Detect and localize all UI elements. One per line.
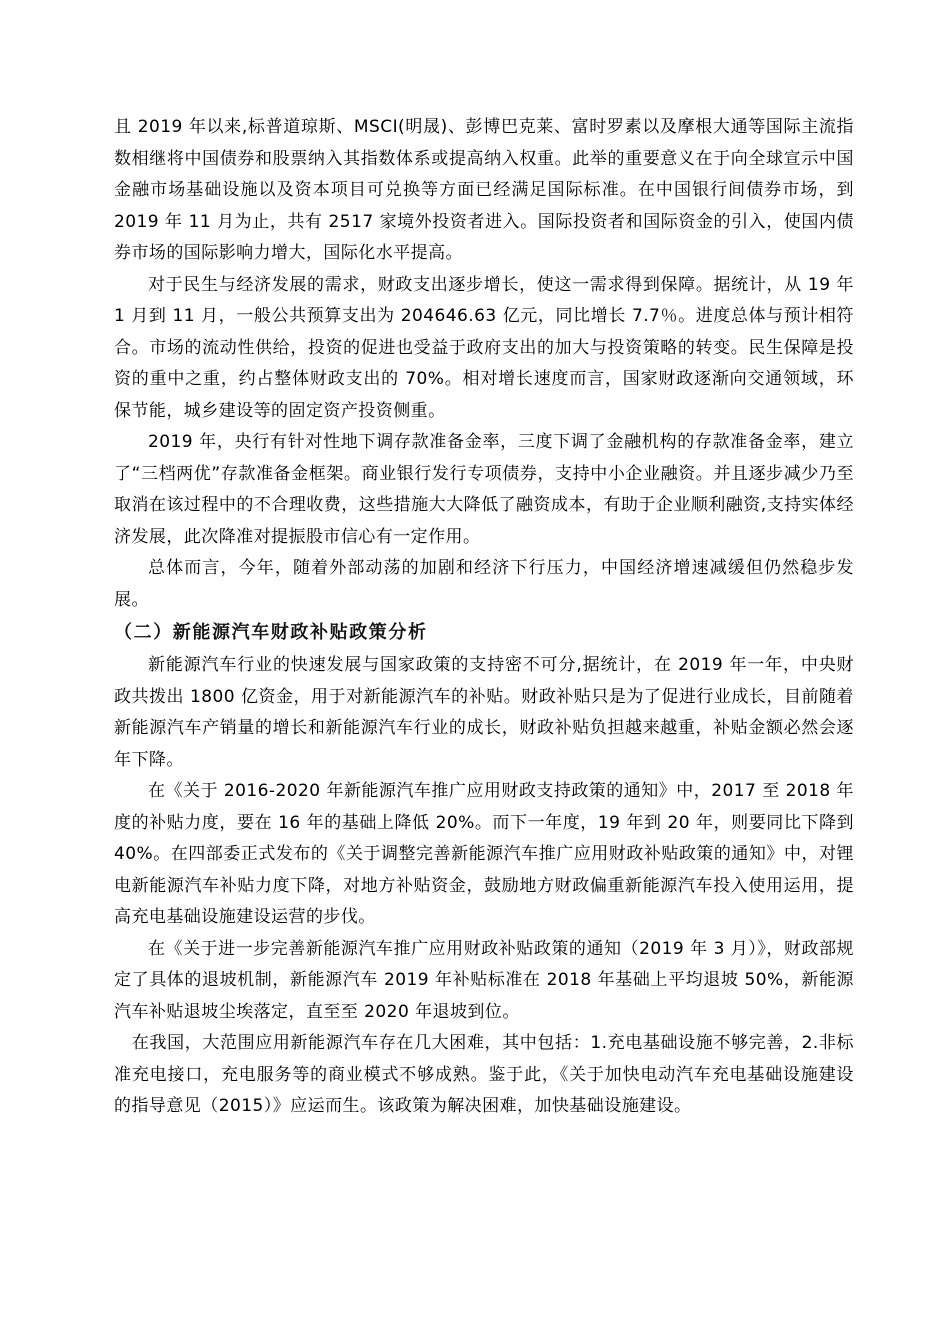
body-paragraph-3: 2019 年，央行有针对性地下调存款准备金率，三度下调了金融机构的存款准备金率，建立了“三档两优”存款准备金框架。商业银行发行专项债券，支持中小企业融资。并且逐步减少乃至取消在该过程中的不合理收费，这些措施大大降低了融资成本，有助于企业顺利融资,支持实体经济发展，此次降准对提振股市信心有一定作用。 (114, 432, 854, 547)
document-page (114, 112, 854, 1123)
section-paragraph-4: 在我国，大范围应用新能源汽车存在几大困难，其中包括：1.充电基础设施不够完善，2.非标准充电接口，充电服务等的商业模式不够成熟。鉴于此，《关于加快电动汽车充电基础设施建设的指导意见（2015）》应运而生。该政策为解决困难，加快基础设施建设。 (114, 1033, 854, 1116)
section-paragraph-2: 在《关于 2016-2020 年新能源汽车推广应用财政支持政策的通知》中，2017 至 2018 年度的补贴力度，要在 16 年的基础上降低 20%。而下一年度，19 年到 20 年，则要同比下降到 40%。在四部委正式发布的《关于调整完善新能源汽车推广应用财政补贴政策的通知》中，对锂电新能源汽车补贴力度下降，对地方补贴资金，鼓励地方财政偏重新能源汽车投入使用运用，提高充电基础设施建设运营的步伐。 (114, 781, 854, 927)
body-paragraph-2: 对于民生与经济发展的需求，财政支出逐步增长，使这一需求得到保障。据统计，从 19 年 1 月到 11 月，一般公共预算支出为 204646.63 亿元，同比增长 7.7％。进度总体与预计相符合。市场的流动性供给，投资的促进也受益于政府支出的加大与投资策略的转变。民生保障是投资的重中之重，约占整体财政支出的 70%。相对增长速度而言，国家财政逐渐向交通领域，环保节能，城乡建设等的固定资产投资侧重。 (114, 274, 854, 421)
body-paragraph-1: 且 2019 年以来,标普道琼斯、MSCI(明晟)、彭博巴克莱、富时罗素以及摩根大通等国际主流指数相继将中国债券和股票纳入其指数体系或提高纳入权重。此举的重要意义在于向全球宣示中国金融市场基础设施以及资本项目可兑换等方面已经满足国际标准。在中国银行间债券市场，到 2019 年 11 月为止，共有 2517 家境外投资者进入。国际投资者和国际资金的引入，使国内债券市场的国际影响力增大，国际化水平提高。 (114, 117, 854, 263)
section-heading: （二）新能源汽车财政补贴政策分析 (114, 622, 428, 643)
section-paragraph-3: 在《关于进一步完善新能源汽车推广应用财政补贴政策的通知（2019 年 3 月）》，财政部规定了具体的退坡机制，新能源汽车 2019 年补贴标准在 2018 年基础上平均退坡 50%，新能源汽车补贴退坡尘埃落定，直至至 2020 年退坡到位。 (114, 938, 854, 1022)
section-paragraph-1: 新能源汽车行业的快速发展与国家政策的支持密不可分,据统计，在 2019 年一年，中央财政共拨出 1800 亿资金，用于对新能源汽车的补贴。财政补贴只是为了促进行业成长，目前随着新能源汽车产销量的增长和新能源汽车行业的成长，财政补贴负担越来越重，补贴金额必然会逐年下降。 (114, 655, 854, 770)
body-paragraph-4: 总体而言，今年，随着外部动荡的加剧和经济下行压力，中国经济增速减缓但仍然稳步发展。 (114, 558, 854, 610)
